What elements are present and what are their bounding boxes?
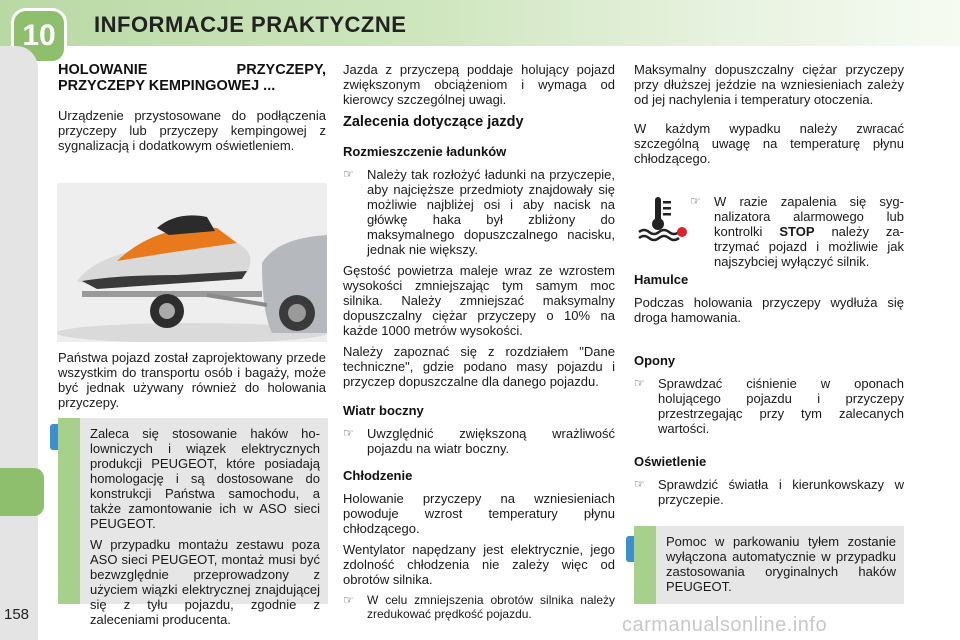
pointing-hand-icon: ☞ [690, 194, 701, 208]
info-box-paragraph: W przypadku montażu zestawu poza ASO sieci PEUGEOT, montaż musi być bezwzględnie przeprowadzony z użyciem wiązki elektrycznej znajdującej się z tyłu pojazdu, zgodnie z zaleceniami producenta. [90, 537, 320, 627]
info-box-parking-assist [634, 526, 904, 604]
bullet-item: ☞ Sprawdzić światła i kierunkowskazy w przyczepie. [634, 477, 904, 507]
section-heading-driving-tips: Zalecenia dotyczące jazdy [343, 114, 524, 130]
subheading-brakes: Hamulce [634, 272, 689, 287]
subheading-crosswind: Wiatr boczny [343, 403, 424, 418]
coolant-temperature-warning-icon [633, 191, 689, 243]
chapter-number-badge: 10 [14, 11, 64, 61]
pointing-hand-icon: ☞ [343, 426, 354, 440]
pointing-hand-icon: ☞ [343, 593, 354, 607]
technical-data-paragraph: Należy zapoznać się z rozdziałem "Dane techniczne", gdzie podano masy pojazdu i przyczep dopuszczalne dla danego pojazdu. [343, 344, 615, 389]
brakes-paragraph: Podczas holowania przyczepy wydłuża się droga hamowania. [634, 295, 904, 325]
intro-paragraph: Urządzenie przystosowane do podłączenia przyczepy lub przyczepy kempingowej z sygnalizacją i dodatkowym oświetleniem. [58, 108, 326, 153]
jetski-trailer-photo [57, 183, 327, 342]
cooling-paragraph: Holowanie przyczepy na wzniesieniach powoduje wzrost temperatury płynu chłodzącego. [343, 491, 615, 536]
column-1-lower [58, 350, 326, 416]
bullet-item: ☞ W razie zapalenia się sygnalizatora alarmowego lub kontrolki STOP należy zatrzymać pojazd i możliwie jak najszybciej wyłączyć silnik. [690, 194, 904, 269]
watermark: carmanualsonline.info [622, 614, 828, 636]
column-3-lower [634, 272, 904, 513]
info-box-paragraph: Zaleca się stosowanie haków holowniczych i wiązek elektrycznych produkcji PEUGEOT, które posiadają homologację i są dostosowane do konstrukcji Państwa samochodu, a także zamontowanie ich w ASO sieci PEUGEOT. [90, 426, 320, 531]
driving-intro-paragraph: Jazda z przyczepą poddaje holujący pojazd zwiększonym obciążeniom i wymaga od kierowcy szczególnej uwagi. [343, 62, 615, 107]
subheading-lighting: Oświetlenie [634, 454, 707, 469]
column-2 [343, 62, 615, 627]
pointing-hand-icon: ☞ [343, 167, 354, 181]
subheading-cooling: Chłodzenie [343, 468, 413, 483]
max-weight-paragraph: Maksymalny dopuszczalny ciężar przyczepy przy dłuższej jeździe na wzniesieniach zależy od jej nachylenia i temperatury otoczenia. [634, 62, 904, 107]
fan-paragraph: Wentylator napędzany jest elektrycznie, jego zdolność chłodzenia nie zależy więc od obrotów silnika. [343, 542, 615, 587]
bullet-item: ☞ W celu zmniejszenia obrotów silnika należy zredukować prędkość pojazdu. [343, 593, 615, 621]
subheading-load: Rozmieszczenie ładunków [343, 144, 507, 159]
info-box-towbar [58, 418, 328, 627]
stop-warning-label: STOP [779, 224, 815, 239]
bullet-item: ☞ Uwzględnić zwiększoną wrażliwość pojazdu na wiatr boczny. [343, 426, 615, 456]
bullet-item: ☞ Należy tak rozłożyć ładunki na przyczepie, aby najcięższe przedmioty znajdowały się możliwie najbliżej osi i aby nacisk na główkę haka był zbliżony do maksymalnego dopuszczalnego nacisku, jednak nie większy. [343, 167, 615, 257]
bullet-item: ☞ Sprawdzać ciśnienie w oponach holującego pojazdu i przyczepy przestrzegając przy tym zalecanych wartości. [634, 376, 904, 436]
vehicle-design-paragraph: Państwa pojazd został zaprojektowany przede wszystkim do transportu osób i bagaży, może być jednak używany również do holowania przyczepy. [58, 350, 326, 410]
coolant-paragraph: W każdym wypadku należy zwracać szczególną uwagę na temperaturę płynu chłodzącego. [634, 121, 904, 166]
alert-bullet [690, 194, 904, 275]
air-density-paragraph: Gęstość powietrza maleje wraz ze wzrostem wysokości zmniejszając tym samym moc silnika. Należy zmniejszać maksymalny dopuszczalny ciężar przyczepy o 10% na każde 1000 metrów wysokości. [343, 263, 615, 338]
page-number: 158 [4, 606, 30, 623]
subheading-tyres: Opony [634, 353, 676, 368]
page-title: INFORMACJE PRAKTYCZNE [94, 12, 407, 37]
info-box-paragraph: Pomoc w parkowaniu tyłem zostanie wyłączona automatycznie w przypadku zastosowania oryginalnych haków PEUGEOT. [666, 534, 896, 594]
chapter-tab[interactable] [0, 468, 44, 516]
pointing-hand-icon: ☞ [634, 376, 645, 390]
left-sidebar [0, 46, 38, 640]
column-1 [58, 62, 326, 159]
section-heading-towing: HOLOWANIE PRZYCZEPY, PRZYCZEPY KEMPINGOWEJ ... [58, 62, 326, 94]
column-3 [634, 62, 904, 172]
pointing-hand-icon: ☞ [634, 477, 645, 491]
